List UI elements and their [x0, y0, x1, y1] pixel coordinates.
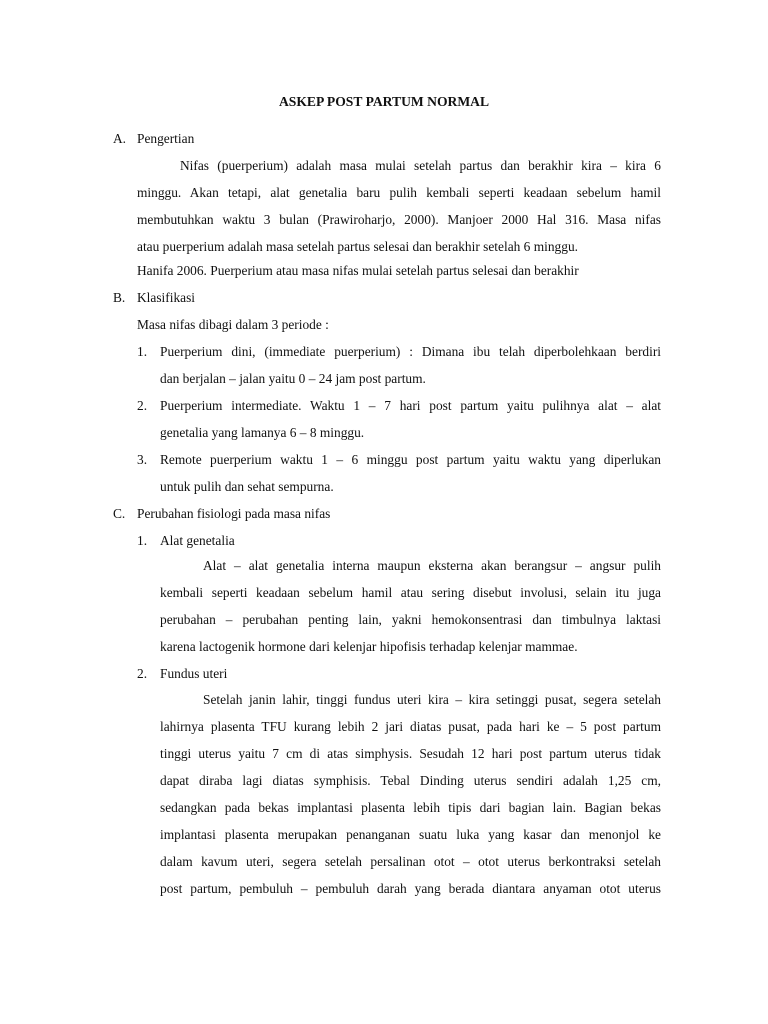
list-number: 2. — [137, 398, 148, 413]
section-a-heading: Pengertian — [137, 131, 195, 146]
paragraph-line: karena lactogenik hormone dari kelenjar hipofisis terhadap kelenjar mammae. — [160, 639, 578, 654]
section-b-marker: B. — [113, 290, 126, 305]
list-item-line: Puerperium intermediate. Waktu 1 – 7 hari post partum yaitu pulihnya alat – alat — [160, 398, 661, 413]
section-c-marker: C. — [113, 506, 126, 521]
list-item-line: Puerperium dini, (immediate puerperium) : Dimana ibu telah diperbolehkaan berdiri — [160, 344, 661, 359]
list-item-line: Remote puerperium waktu 1 – 6 minggu post partum yaitu waktu yang diperlukan — [160, 452, 661, 467]
section-a-line: atau puerperium adalah masa setelah partus selesai dan berakhir setelah 6 minggu. — [137, 239, 578, 254]
sub-number: 2. — [137, 666, 148, 681]
list-item-line: dan berjalan – jalan yaitu 0 – 24 jam post partum. — [160, 371, 426, 386]
paragraph-line: dalam kavum uteri, segera setelah persalinan otot – otot uterus berkontraksi setelah — [160, 854, 661, 869]
paragraph-line: sedangkan pada bekas implantasi plasenta lebih tipis dari bagian lain. Bagian bekas — [160, 800, 661, 815]
section-c-heading: Perubahan fisiologi pada masa nifas — [137, 506, 331, 521]
paragraph-line: kembali seperti keadaan sebelum hamil atau sering disebut involusi, selain itu juga — [160, 585, 661, 600]
section-a-line: Hanifa 2006. Puerperium atau masa nifas mulai setelah partus selesai dan berakhir — [137, 263, 579, 278]
paragraph-line: Alat – alat genetalia interna maupun eksterna akan berangsur – angsur pulih — [203, 558, 661, 573]
paragraph-line: lahirnya plasenta TFU kurang lebih 2 jari diatas pusat, pada hari ke – 5 post partum — [160, 719, 661, 734]
list-item-line: untuk pulih dan sehat sempurna. — [160, 479, 334, 494]
section-a-marker: A. — [113, 131, 127, 146]
paragraph-line: Setelah janin lahir, tinggi fundus uteri kira – kira setinggi pusat, segera setelah — [203, 692, 661, 707]
paragraph-line: perubahan – perubahan penting lain, yakni hemokonsentrasi dan timbulnya laktasi — [160, 612, 661, 627]
paragraph-line: post partum, pembuluh – pembuluh darah yang berada diantara anyaman otot uterus — [160, 881, 661, 896]
section-a-line: Nifas (puerperium) adalah masa mulai setelah partus dan berakhir kira – kira 6 — [180, 158, 661, 173]
paragraph-line: tinggi uterus yaitu 7 cm di atas simphysis. Sesudah 12 hari post partum uterus tidak — [160, 746, 661, 761]
section-b-heading: Klasifikasi — [137, 290, 196, 305]
list-number: 3. — [137, 452, 148, 467]
sub-heading: Fundus uteri — [160, 666, 228, 681]
sub-number: 1. — [137, 533, 148, 548]
paragraph-line: dapat diraba lagi diatas symphisis. Tebal Dinding uterus sendiri adalah 1,25 cm, — [160, 773, 661, 788]
document-title: ASKEP POST PARTUM NORMAL — [278, 94, 490, 109]
list-number: 1. — [137, 344, 148, 359]
section-a-line: minggu. Akan tetapi, alat genetalia baru pulih kembali seperti keadaan sebelum hamil — [137, 185, 661, 200]
paragraph-line: implantasi plasenta merupakan penanganan suatu luka yang kasar dan menonjol ke — [160, 827, 661, 842]
sub-heading: Alat genetalia — [160, 533, 235, 548]
section-a-line: membutuhkan waktu 3 bulan (Prawiroharjo, 2000). Manjoer 2000 Hal 316. Masa nifas — [137, 212, 661, 227]
section-b-intro: Masa nifas dibagi dalam 3 periode : — [137, 317, 329, 332]
list-item-line: genetalia yang lamanya 6 – 8 minggu. — [160, 425, 365, 440]
